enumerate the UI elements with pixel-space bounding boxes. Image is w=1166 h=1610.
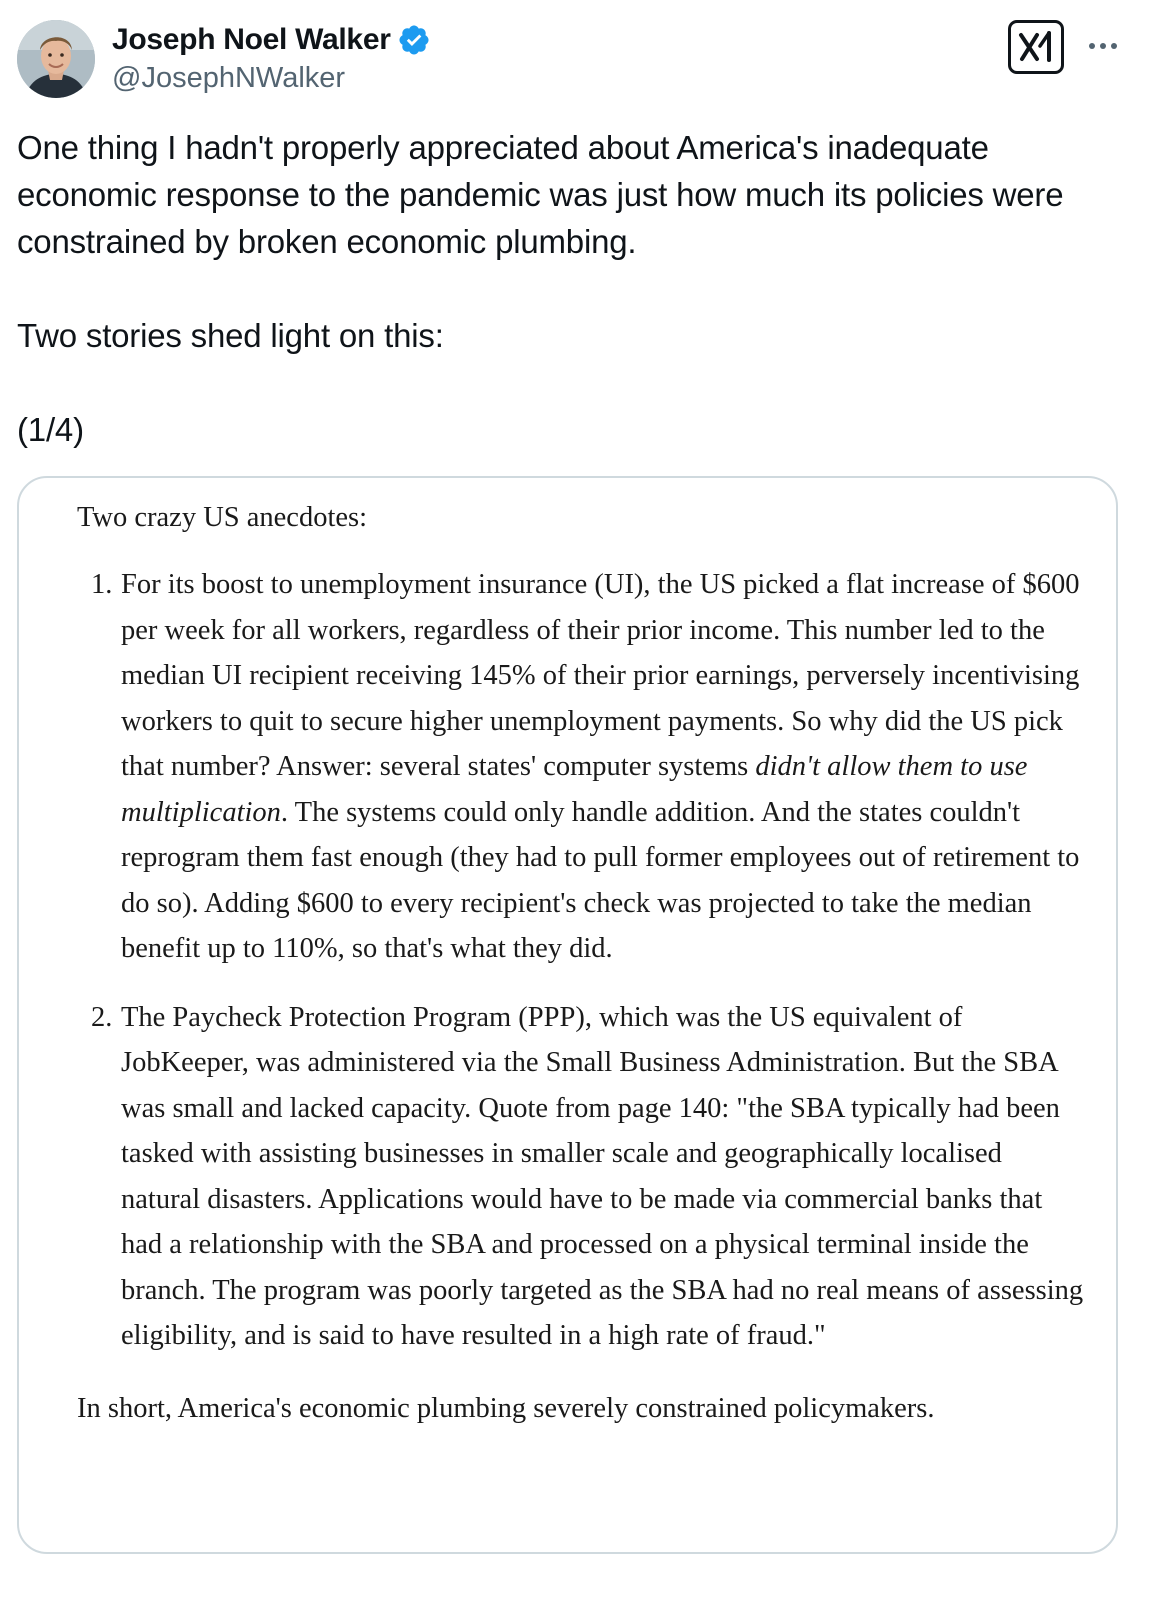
list-item <box>77 562 1087 972</box>
profile-photo-icon <box>17 20 95 98</box>
list-item <box>77 995 1087 1359</box>
item-text-italic: didn't allow them to use multiplication <box>121 751 1028 828</box>
item-text: The Paycheck Protection Program (PPP), which was the US equivalent of JobKeeper, was administered via the Small Business Administration. But the SBA was small and lacked capacity. Quote from page 140: "the SBA typically had been tasked with assisting businesses in smaller scale and geographically localised natural disasters. Applications would have to be made via commercial banks that had a relationship with the SBA and processed on a physical terminal inside the branch. The program was poorly targeted as the SBA had no real means of assessing eligibility, and is said to have resulted in a high rate of fraud." <box>121 1001 1084 1351</box>
excerpt-closing: In short, America's economic plumbing severely constrained policymakers. <box>77 1392 935 1424</box>
tweet-paragraph: Two stories shed light on this: <box>17 317 444 354</box>
list-number: 2. <box>91 1001 113 1033</box>
anecdote-list <box>77 562 1087 1359</box>
attached-image[interactable] <box>17 476 1118 1554</box>
verified-badge-icon[interactable] <box>397 23 431 57</box>
author-info <box>112 20 431 95</box>
tweet-paragraph: (1/4) <box>17 411 84 448</box>
grok-x-icon[interactable] <box>1008 20 1064 74</box>
more-options-icon[interactable] <box>1085 26 1121 66</box>
item-text: . The systems could only handle addition. And the states couldn't reprogram them fast enough (they had to pull former employees out of retirement to do so). Adding $600 to every recipient's check was projected to take the median benefit up to 110%, so that's what they did. <box>121 796 1080 964</box>
tweet-paragraph: One thing I hadn't properly appreciated about America's inadequate economic response to the pandemic was just how much its policies were constrained by broken economic plumbing. <box>17 129 1064 260</box>
display-name[interactable]: Joseph Noel Walker <box>112 23 391 56</box>
document-excerpt <box>77 498 1087 1429</box>
tweet-text <box>17 124 1127 453</box>
list-number: 1. <box>91 569 113 600</box>
name-row <box>112 20 431 60</box>
avatar[interactable] <box>17 20 95 98</box>
handle[interactable]: @JosephNWalker <box>112 62 346 94</box>
excerpt-heading: Two crazy US anecdotes: <box>77 502 368 533</box>
item-text: For its boost to unemployment insurance (UI), the US picked a flat increase of $600 per week for all workers, regardless of their prior income. This number led to the median UI recipient receiving 145% of their prior earnings, perversely incentivising workers to quit to secure higher unemployment payments. So why did the US pick that number? Answer: several states' computer systems <box>121 569 1080 782</box>
tweet-header <box>17 18 1147 100</box>
